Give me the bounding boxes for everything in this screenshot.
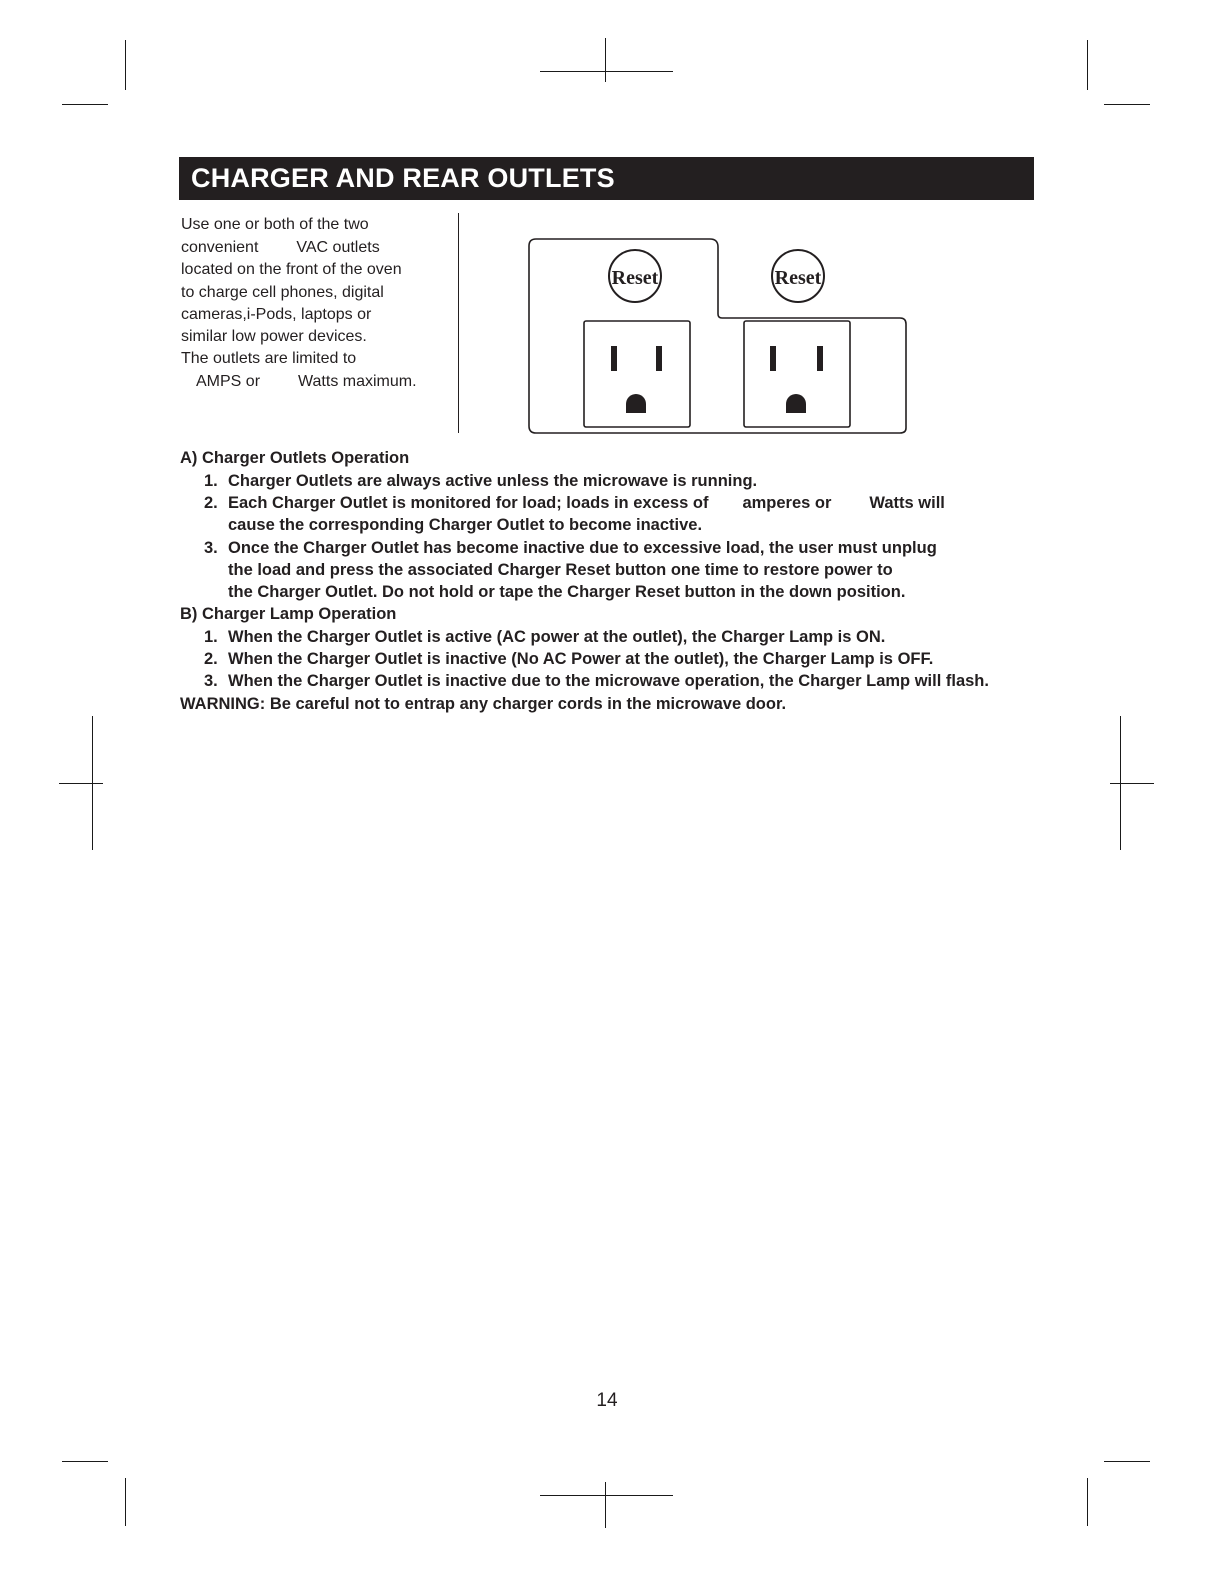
list-item (204, 471, 757, 491)
outlet-receptacle-left (584, 321, 690, 427)
list-item (204, 493, 945, 513)
crop-mark (62, 1461, 108, 1462)
list-text: Once the Charger Outlet has become inactive due to excessive load, the user must unplug (228, 539, 937, 557)
crop-mark (605, 1482, 606, 1528)
section-b-heading: B) Charger Lamp Operation (180, 605, 397, 623)
list-item (204, 649, 933, 669)
intro-text-line: similar low power devices. (181, 328, 367, 345)
list-text: amperes or (742, 494, 832, 512)
intro-text-line: cameras,i-Pods, laptops or (181, 306, 372, 323)
crop-mark (540, 1495, 673, 1496)
list-text: the load and press the associated Charger Reset button one time to restore power to (228, 561, 893, 579)
intro-text-fragment: Watts maximum. (298, 373, 417, 390)
intro-text-line: located on the front of the oven (181, 261, 402, 278)
section-title: CHARGER AND REAR OUTLETS (191, 163, 615, 193)
list-item (204, 671, 989, 691)
list-text: Each Charger Outlet is monitored for load; loads in excess of (228, 494, 709, 512)
list-text: When the Charger Outlet is inactive due to the microwave operation, the Charger Lamp will flash. (228, 672, 989, 690)
reset-label: Reset (611, 267, 659, 289)
list-text: When the Charger Outlet is inactive (No AC Power at the outlet), the Charger Lamp is OFF. (228, 650, 934, 668)
crop-mark (125, 1478, 126, 1526)
crop-mark (1104, 104, 1150, 105)
crop-mark (125, 40, 126, 90)
intro-text-fragment: AMPS or (196, 373, 261, 390)
intro-text-line (181, 238, 380, 258)
crop-mark (59, 783, 103, 784)
crop-mark (1104, 1461, 1150, 1462)
list-number: 1. (204, 472, 218, 490)
crop-mark (540, 71, 673, 72)
list-number: 1. (204, 628, 218, 646)
page-number: 14 (596, 1390, 618, 1411)
warning-text: WARNING: Be careful not to entrap any charger cords in the microwave door. (180, 695, 787, 713)
crop-mark (605, 38, 606, 82)
list-item (204, 627, 885, 647)
list-text: the Charger Outlet. Do not hold or tape the Charger Reset button in the down position. (228, 583, 906, 601)
list-item (204, 538, 937, 558)
section-title-bar (179, 157, 1034, 200)
vertical-divider (458, 213, 459, 433)
reset-button-left[interactable] (609, 250, 661, 302)
reset-label: Reset (774, 267, 822, 289)
section-a-heading: A) Charger Outlets Operation (180, 449, 410, 467)
crop-mark (1110, 783, 1154, 784)
crop-mark (1087, 40, 1088, 90)
intro-text-line: The outlets are limited to (181, 350, 357, 367)
list-number: 3. (204, 672, 218, 690)
list-number: 3. (204, 539, 218, 557)
intro-text-fragment: convenient (181, 239, 259, 256)
crop-mark (1087, 1478, 1088, 1526)
list-number: 2. (204, 494, 218, 512)
list-text: cause the corresponding Charger Outlet to become inactive. (228, 516, 703, 534)
reset-button-right[interactable] (772, 250, 824, 302)
outlet-receptacle-right (744, 321, 850, 427)
list-text: Watts will (869, 494, 945, 512)
intro-text-line: to charge cell phones, digital (181, 284, 384, 301)
list-text: Charger Outlets are always active unless the microwave is running. (228, 472, 758, 490)
intro-text-line: Use one or both of the two (181, 216, 369, 233)
intro-text-line (196, 372, 417, 392)
outlet-diagram (526, 236, 910, 436)
list-number: 2. (204, 650, 218, 668)
list-text: When the Charger Outlet is active (AC power at the outlet), the Charger Lamp is ON. (228, 628, 886, 646)
intro-text-fragment: VAC outlets (296, 239, 380, 256)
crop-mark (62, 104, 108, 105)
